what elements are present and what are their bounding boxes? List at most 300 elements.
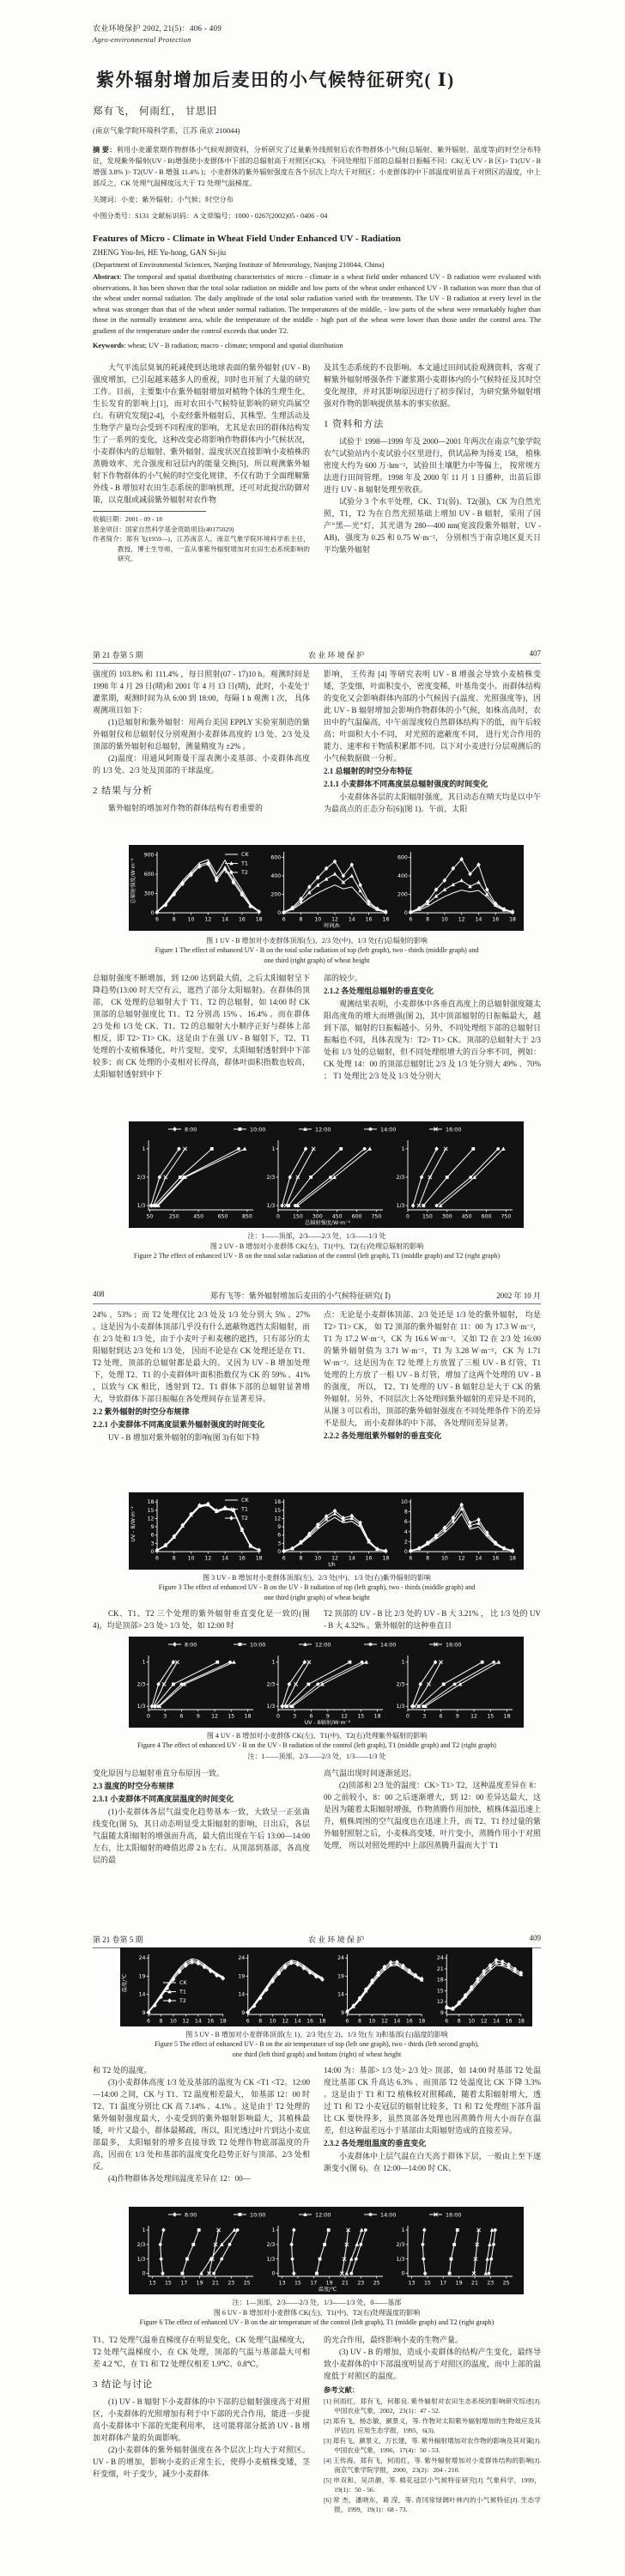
paragraph: 和 T2 处的温度。 [93, 2066, 152, 2075]
svg-text:25: 25 [373, 2280, 380, 2287]
svg-text:1: 1 [271, 1145, 276, 1152]
svg-text:6: 6 [282, 916, 286, 923]
svg-text:2/3: 2/3 [266, 1681, 276, 1688]
svg-text:8: 8 [159, 2018, 163, 2025]
svg-text:600: 600 [351, 1213, 362, 1220]
figure-2-caption-cn: 图 2 UV - B 增加对小麦群体 CK(左)、T1(中)、T2(右)处理总辐射的影响 [209, 1242, 424, 1250]
paragraph: 总辐射强度不断增加，到 12:00 达到最大值，之后太阳辐射呈下降趋势(13:00 时天空有云，遮挡了部分太阳辐射)。在群体的顶部， CK 处理的总辐射大于 T1、T2 的总辐射，如 14:00 时 CK 顶部的总辐射强度比 T1、T2 分别高 15% 、16.4% 。而在群体 2/3 处和 1/3 处 CK、T1、T2 的总辐射大小顺序正好与群体上部相反，即 T2> T1> CK。这是由于在强 UV - B 辐射下，T2、T1 处理的小麦植株矮化，叶片变短、变窄，太阳辐射透射到中下部较多；而 CK 处理的小麦相对长得高，群体叶面积指数也较高，太阳辐射透射到中下 [93, 974, 310, 1078]
page-header [93, 1934, 541, 1948]
svg-text:6: 6 [409, 916, 413, 923]
abstract-label: 摘 要： [93, 146, 117, 154]
svg-text:9: 9 [241, 2009, 246, 2016]
svg-text:18: 18 [255, 1555, 263, 1562]
svg-text:14: 14 [238, 1991, 246, 1998]
svg-text:10:00: 10:00 [250, 2211, 266, 2219]
svg-text:8: 8 [299, 916, 303, 923]
svg-text:14: 14 [221, 1555, 229, 1562]
svg-text:12: 12 [480, 2018, 488, 2025]
svg-text:3: 3 [150, 1540, 155, 1547]
svg-text:T2: T2 [241, 1515, 248, 1522]
svg-text:6: 6 [155, 1555, 159, 1562]
paragraph: (1)总辐射和紫外辐射：用两台美国 EPPLY 实验室制造的紫外辐射仪和总辐射仪分别观测小麦群体高度的 1/3 处、2/3 处及顶部的紫外辐射和总辐射，测量精度为 ±2% 。 [93, 718, 310, 750]
svg-text:18: 18 [274, 1499, 282, 1506]
svg-text:15: 15 [274, 1507, 282, 1514]
references-heading: 参考文献： [324, 2386, 359, 2394]
svg-text:300: 300 [143, 890, 155, 897]
svg-text:14:00: 14:00 [380, 1641, 397, 1649]
svg-text:0: 0 [150, 910, 155, 916]
svg-text:10: 10 [400, 1498, 408, 1505]
svg-text:18: 18 [509, 916, 516, 923]
paragraph: 试验分 3 个水平处理，CK、T1(弱)、T2(强)，CK 为自然光照，T1，T2 为在自然光照基础上增加 UV - B 辐射，采用了国产“黑—光”灯，其光谱为 280—400 nm(宽波段紫外辐射，UV - AB)，强度为 0.25 和 0.75 W·m⁻²， 分别相当于南京地区夏天日平均紫外辐射 [324, 497, 541, 555]
svg-text:6: 6 [277, 1532, 282, 1539]
svg-text:10: 10 [440, 916, 448, 923]
page-3 [0, 1286, 625, 1925]
english-authors: ZHENG You-fei, HE Yu-hong, GAN Si-jiu [93, 248, 227, 257]
svg-text:14: 14 [393, 2018, 401, 2025]
svg-text:1: 1 [142, 1659, 146, 1666]
svg-text:9: 9 [440, 2009, 444, 2016]
svg-text:1: 1 [271, 1659, 276, 1666]
figure-2-caption-en: Figure 2 The effect of enhanced UV - B on the total solar radiation of the control (left graph), T1 (middle graph) and T2 (right graph) [133, 1252, 501, 1260]
abstract-cn [93, 144, 541, 189]
page1-right-column [324, 361, 541, 564]
svg-text:15: 15 [294, 2280, 301, 2287]
svg-text:6: 6 [445, 2018, 449, 2025]
figure-1-caption-cn: 图 1 UV - B 增加对小麦群体顶部(左)、2/3 处(中)、1/3 处(右)总辐射的影响 [206, 937, 428, 945]
svg-text:1/3: 1/3 [396, 2256, 405, 2263]
keywords-line: 关键词：小麦；紫外辐射；小气候；时空分布 [93, 196, 234, 204]
svg-text:1/3: 1/3 [396, 1203, 405, 1210]
reference-item: [5] 申双和，吴洪颜，等. 棉花冠层小气候特征研究[J]. 气象科学，1999，19(1)：50 - 56. [324, 2476, 541, 2494]
figure-3-caption-en2: one third (right graph) of wheat height [264, 1594, 370, 1601]
figure-4-note: 注：1——顶部，2/3——2/3 处，1/3——1/3 处 [247, 1753, 386, 1760]
reference-item: [2] 郑有飞，杨志敏，颜景义，等. 作物对太阳紫外辐射增加的生物效应及其评估[J]. 应用生态学报，1995，6(3). [324, 2417, 541, 2434]
svg-text:2/3: 2/3 [396, 2241, 405, 2248]
svg-text:6: 6 [439, 1713, 443, 1720]
svg-text:21: 21 [212, 2280, 219, 2287]
svg-text:21: 21 [342, 2280, 349, 2287]
svg-text:14: 14 [493, 2018, 501, 2025]
header-volume: 第 21 卷第 5 期 [93, 1935, 143, 1944]
english-affiliation: (Department of Environmental Sciences, Nanjing Institute of Meteorology, Nanjing 210044, China) [93, 260, 385, 269]
svg-text:750: 750 [501, 1213, 512, 1220]
page2-columns-top [93, 668, 541, 845]
paragraph: 及其生态系统的不良影响。本文通过田间试验观测资料，客观了解紫外辐射增强条件下灌浆期小麦群体内的小气候特征及其时空变化规律，并对其影响原因进行了初步探讨，为研究紫外辐射增强对作物的影响提供基本的事实依据。 [324, 363, 541, 409]
subsection-2-2-1-heading: 2.2.1 小麦群体不同高度层紫外辐射强度的时间变化 [93, 1420, 265, 1429]
subsection-2-3-2-heading: 2.3.2 各处理组温度的垂直变化 [324, 2139, 427, 2148]
figure-6-caption-cn: 图 6 UV - B 增加对小麦群体 CK(左)、T1(中)、T2(右)处理温度的影响 [213, 2309, 421, 2317]
svg-text:UV - B辐射/W·m⁻²: UV - B辐射/W·m⁻² [304, 1720, 351, 1726]
subsection-2-3-heading: 2.3 温度的时空分布规律 [93, 1782, 174, 1790]
svg-text:0: 0 [147, 1713, 150, 1720]
svg-text:总辐射强度/W·m⁻²: 总辐射强度/W·m⁻² [130, 858, 137, 904]
paragraph: (2)温度：用通风阿斯曼干湿表测小麦基部、小麦群体高度的 1/3 处、2/3 处及顶部的干球温度。 [93, 754, 310, 775]
paragraph: 试验于 1998—1999 年及 2000—2001 年两次在南京气象学院农气试验站内小麦试验小区里进行，供试品种为扬麦 158， 植株密度大约为 600 万·hm⁻²，试验田土壤肥力中等偏上， 按常规方法进行田间管理。1998 年及 2000 年 11 月 1 日播种，出苗后即进行 UV - B 辐射处理至收获。 [324, 437, 541, 495]
svg-text:6: 6 [309, 1713, 313, 1720]
svg-text:6: 6 [150, 1532, 155, 1539]
svg-text:8: 8 [172, 916, 176, 923]
svg-text:10: 10 [269, 2018, 276, 2025]
svg-text:15: 15 [164, 2280, 172, 2287]
svg-text:15: 15 [423, 2280, 431, 2287]
footnote-received-date: 收稿日期：2001 - 09 - 18 [93, 515, 162, 524]
svg-text:13: 13 [149, 2280, 156, 2287]
svg-text:6: 6 [345, 2018, 349, 2025]
svg-text:25: 25 [502, 2280, 510, 2287]
abstract-en-text: : The temporal and spatial distributing characteristics of micro - climate in a wheat field under enhanced UV - B radiation were evaluated with observations. It has been shown that the total solar radiation on middle and low parts of the wheat under enhanced UV - B radiation was more than that of the wheat under normal radiation. The daily amplitude of the total solar radiation varied with the treatments. The UV - B radiation at every level in the wheat was stronger than that of the wheat under normal radiation. The temperatures of the middle, - low parts of the wheat were remarkably higher than those in the normally treatment area, while the temperature of the middle - high part of the wheat were lower than those under the control area. The gradient of the temperature under the control exceeds that under T2. [93, 273, 541, 335]
svg-text:9: 9 [325, 1713, 330, 1720]
svg-text:0: 0 [271, 2270, 276, 2277]
svg-text:16: 16 [207, 2018, 215, 2025]
svg-text:15: 15 [357, 1713, 365, 1720]
svg-text:T1: T1 [241, 860, 248, 867]
svg-text:18: 18 [373, 1713, 381, 1720]
figure-4-caption-cn: 图 4 UV - B 增加对小麦群体 CK(左)、T1(中)、T2(右)处理紫外辐射的影响 [206, 1732, 428, 1740]
svg-text:19: 19 [455, 2280, 463, 2287]
journal-line-en: Agro-environmental Protection [93, 35, 191, 44]
svg-text:17: 17 [310, 2280, 318, 2287]
svg-text:24: 24 [436, 1955, 444, 1962]
svg-text:24: 24 [238, 1955, 246, 1962]
svg-text:12: 12 [331, 1555, 338, 1562]
svg-text:16:00: 16:00 [446, 2211, 462, 2219]
svg-text:9: 9 [455, 1713, 459, 1720]
svg-text:400: 400 [270, 872, 282, 879]
svg-text:2/3: 2/3 [137, 2241, 146, 2248]
conclusion-paragraph: (3) UV - B 的增加，造成小麦群体的结构产生变化，最终导致小麦群体的中下部温度明显高于对照区的温度，而中上部的温度低于对照区的温度。 [324, 2348, 541, 2380]
header-date: 2002 年 10 月 [496, 1291, 541, 1300]
svg-text:10: 10 [440, 1555, 448, 1562]
svg-text:1/3: 1/3 [396, 1704, 405, 1710]
svg-text:1/3: 1/3 [266, 2256, 276, 2263]
svg-text:6: 6 [179, 1713, 184, 1720]
svg-text:8: 8 [172, 1555, 176, 1562]
svg-text:T2: T2 [179, 1997, 186, 2005]
svg-text:18: 18 [219, 2018, 227, 2025]
svg-text:13: 13 [278, 2280, 286, 2287]
keywords-en-label: Keywords [93, 341, 124, 349]
svg-text:12: 12 [380, 2018, 388, 2025]
svg-text:9: 9 [150, 1524, 155, 1531]
svg-text:12: 12 [211, 1713, 218, 1720]
svg-text:10: 10 [169, 2018, 177, 2025]
svg-text:12: 12 [204, 916, 212, 923]
svg-text:9: 9 [142, 2009, 146, 2016]
svg-text:1/3: 1/3 [266, 1203, 276, 1210]
journal-line-cn: 农业环境保护 2002, 21(5)：406 - 409 [93, 24, 222, 33]
svg-text:0: 0 [276, 1713, 280, 1720]
svg-text:18: 18 [518, 2018, 525, 2025]
svg-text:3: 3 [422, 1713, 427, 1720]
svg-text:14: 14 [475, 1555, 482, 1562]
header-page-number: 408 [93, 1290, 105, 1298]
svg-text:14: 14 [337, 1991, 344, 1998]
figure-1-caption-en: Figure 1 The effect of enhanced UV - B on the total solar radiation of top (left graph), two - thirds (middle graph) and [155, 946, 479, 954]
svg-text:3: 3 [277, 1540, 282, 1547]
svg-text:200: 200 [397, 891, 408, 898]
figure-5-caption-en: Figure 5 The effect of enhanced UV - B on the air temperature of top (left one graph), two - thirds (left second graph), [155, 2040, 479, 2048]
svg-text:10: 10 [314, 916, 322, 923]
paragraph: T1、T2 处理气温垂直梯度存在明显变化，CK 处理气温梯度大，T2 处理气温梯度小，在 CK 处理，顶部的气温与基部最大可相差 4.2 ℃，在 T1 和 T2 处理仅相差 1.9℃、0.8℃。 [93, 2336, 310, 2368]
svg-text:200: 200 [270, 891, 282, 898]
svg-text:2: 2 [404, 1539, 408, 1546]
header-journal: 农 业 环 境 保 护 [307, 651, 365, 659]
svg-text:12: 12 [182, 2018, 190, 2025]
svg-text:1: 1 [142, 2227, 146, 2234]
svg-text:8:00: 8:00 [185, 2211, 197, 2219]
svg-text:1: 1 [401, 1659, 405, 1666]
svg-text:0: 0 [406, 1213, 410, 1220]
authors: 郑有飞， 何雨红， 甘思旧 [93, 106, 218, 117]
page-header [93, 1290, 541, 1304]
svg-text:18: 18 [147, 1499, 155, 1506]
svg-text:8: 8 [457, 2018, 461, 2025]
svg-text:24: 24 [138, 1955, 146, 1962]
subsection-2-2-heading: 2.2 紫外辐射的时空分布规律 [93, 1407, 190, 1416]
paper-title: 紫外辐射增加后麦田的小气候特征研究( Ⅰ) [96, 70, 455, 90]
svg-text:4: 4 [404, 1528, 408, 1535]
figure-6-caption-en: Figure 6 The effect of enhanced UV - B on the air temperature of the control (left graph), T1 (middle graph) and T2 (right graph) [139, 2318, 495, 2326]
section-3-heading: 3 结论与讨论 [93, 2379, 154, 2390]
svg-text:16: 16 [492, 916, 500, 923]
svg-text:150: 150 [422, 1213, 433, 1220]
svg-text:2/3: 2/3 [266, 1174, 276, 1181]
svg-text:600: 600 [481, 1213, 492, 1220]
svg-text:600: 600 [143, 872, 155, 878]
section-1-heading: 1 资料和方法 [324, 419, 385, 430]
svg-text:16: 16 [306, 2018, 313, 2025]
svg-text:时间/h: 时间/h [324, 923, 340, 929]
svg-text:2/3: 2/3 [266, 2241, 276, 2248]
reference-item: [3] 郑有飞，颜景义，万长建，等. 紫外辐射增加对农作物的影响及其对策[J]. 中国农业气象，1996，17(4)：50 - 53. [324, 2437, 541, 2454]
header-volume: 第 21 卷第 5 期 [93, 651, 143, 659]
svg-text:16: 16 [365, 1555, 373, 1562]
svg-text:18: 18 [382, 916, 390, 923]
svg-text:25: 25 [243, 2280, 251, 2287]
svg-text:17: 17 [440, 2280, 447, 2287]
svg-text:温度/℃: 温度/℃ [318, 2287, 337, 2293]
svg-text:9: 9 [277, 1524, 282, 1531]
svg-text:0: 0 [142, 2270, 146, 2277]
svg-text:12:00: 12:00 [315, 2211, 331, 2219]
figure-4-caption-en: Figure 4 The effect of enhanced UV - B on the UV - B radiation of the control (left graph), T1 (middle graph) and T2 (right graph) [137, 1741, 496, 1749]
svg-text:12: 12 [470, 1713, 477, 1720]
svg-text:16: 16 [238, 1555, 246, 1562]
svg-text:CK: CK [241, 1497, 249, 1504]
svg-text:3: 3 [293, 1713, 297, 1720]
svg-text:16: 16 [492, 1555, 500, 1562]
svg-text:18: 18 [319, 2018, 326, 2025]
svg-text:UV - B/W·m⁻²: UV - B/W·m⁻² [130, 1506, 137, 1542]
footnote-funding: 基金项目：国家自然科学基金资助项目(40175029) [93, 525, 234, 533]
svg-text:16: 16 [238, 916, 246, 923]
paragraph: UV - B 增加对紫外辐射的影响(图 3)有如下特 [108, 1433, 260, 1442]
svg-text:6: 6 [409, 1555, 413, 1562]
svg-text:10:00: 10:00 [250, 1641, 266, 1649]
svg-text:15: 15 [147, 1507, 155, 1514]
svg-text:温度/℃: 温度/℃ [122, 1973, 128, 1993]
svg-text:23: 23 [228, 2280, 235, 2287]
svg-text:6: 6 [282, 1555, 286, 1562]
svg-text:14:00: 14:00 [380, 1126, 397, 1133]
svg-text:400: 400 [397, 872, 408, 879]
svg-text:2/3: 2/3 [137, 1174, 146, 1181]
footnote-rule [93, 511, 206, 512]
svg-text:16: 16 [505, 2018, 513, 2025]
svg-text:1: 1 [401, 1145, 405, 1152]
svg-text:18: 18 [382, 1555, 390, 1562]
svg-text:CK: CK [179, 1979, 187, 1987]
svg-text:14: 14 [221, 916, 229, 923]
svg-text:0: 0 [277, 1549, 282, 1555]
header-page-number: 409 [529, 1934, 541, 1942]
subsection-2-2-2-heading: 2.2.2 各处理组紫外辐射的垂直变化 [324, 1431, 442, 1440]
svg-text:1/3: 1/3 [266, 1704, 276, 1710]
page3-columns-middle [93, 1607, 541, 1635]
svg-text:14: 14 [294, 2018, 301, 2025]
svg-text:9: 9 [196, 1713, 200, 1720]
svg-text:0: 0 [276, 1213, 280, 1220]
figure-6-note: 注：1—顶部，2/3——2/3 处，1/3——1/3 处，0——基部 [232, 2299, 402, 2306]
svg-text:0: 0 [406, 1713, 410, 1720]
svg-text:T1: T1 [241, 1505, 248, 1513]
paragraph: CK、T1、T2 三个处理的紫外辐射垂直变化是一致的(图 4)，均是顶部> 2/3 处> 1/3 处，如 12:00 时 [93, 1609, 310, 1630]
paragraph: 部的较少。 [324, 974, 363, 982]
svg-text:24: 24 [337, 1955, 344, 1962]
figure-1-caption-en2: one third (right graph) of wheat height [264, 957, 370, 964]
svg-text:总辐射强度/W·m⁻²: 总辐射强度/W·m⁻² [305, 1220, 350, 1226]
page2-columns-bottom [93, 972, 541, 1120]
svg-text:19: 19 [238, 1973, 246, 1980]
figure-3-caption-en: Figure 3 The effect of enhanced UV - B on the UV - B radiation of top (left graph), two - thirds (middle graph) and [158, 1583, 476, 1591]
svg-text:14: 14 [194, 2018, 202, 2025]
svg-text:16: 16 [405, 2018, 413, 2025]
svg-text:1/3: 1/3 [137, 1704, 146, 1710]
paragraph: 变化原因与总辐射垂直分布原因一致。 [93, 1769, 225, 1777]
svg-text:12: 12 [436, 1999, 444, 2006]
svg-text:12: 12 [458, 1555, 465, 1562]
paragraph: T2 顶部的 UV - B 比 2/3 处的 UV - B 大 3.21% ， 比 1/3 处的 UV - B 大 4.32% 。紫外辐射的这种垂直日 [324, 1609, 541, 1630]
svg-text:1: 1 [271, 2227, 276, 2234]
svg-text:10: 10 [368, 2018, 376, 2025]
conclusion-paragraph: (1) UV - B 辐射下小麦群体的中下部的总辐射强度高于对照区，小麦群体的光照增加有利于中下部的光合作用，能进一步提高小麦群体中下部的光能利用率， 这可能将部分抵消 UV - B 增加对群体产量的负面影响。 [93, 2397, 310, 2442]
subsection-2-3-1-heading: 2.3.1 小麦群体不同高度层温度的时间变化 [93, 1795, 234, 1803]
paragraph: 观测结果表明，小麦群体中各垂直高度上的总辐射强度随太阳高度角的增大而增强(图 2)，其中顶部辐射的日振幅最大，越到下部，辐射的日振幅越小。另外，不同处理组下部的总辐射日振幅也不同，具体表现为：T2> T1> CK。顶部的总辐射大于 2/3 处和 1/3 处的总辐射，但不同处理组增大的百分率不同，例如：CK 处理 14：00 的顶部总辐射比 2/3 及 1/3 处分别大 49% 、70% ； T1 处理比 2/3 处及 1/3 处分别大 [324, 999, 541, 1080]
svg-text:T2: T2 [241, 869, 248, 877]
figure-4-chart [129, 1637, 524, 1728]
svg-text:18: 18 [436, 1977, 444, 1984]
paragraph: 紫外辐射的增加对作物的群体结构有着重要的 [108, 804, 264, 812]
svg-text:19: 19 [337, 1973, 344, 1980]
svg-text:14: 14 [475, 916, 482, 923]
figure-5-chart [120, 1947, 532, 2026]
svg-text:15: 15 [487, 1713, 495, 1720]
svg-text:19: 19 [325, 2280, 333, 2287]
english-title: Features of Micro - Climate in Wheat Field Under Enhanced UV - Radiation [93, 234, 401, 244]
svg-text:14: 14 [348, 1555, 355, 1562]
svg-text:CK: CK [241, 851, 249, 859]
paragraph: 高气温出现时间逐渐延迟。 [324, 1769, 417, 1777]
svg-text:1: 1 [142, 1145, 146, 1152]
svg-text:18: 18 [503, 1713, 511, 1720]
reference-item: [6] 常 杰，潘晓东，葛 滢，等. 青冈常绿阔叶林内的小气候特征[J]. 生态学报，1999，19(1)：68 - 73. [324, 2496, 541, 2513]
svg-text:300: 300 [312, 1213, 323, 1220]
svg-text:900: 900 [143, 852, 155, 859]
svg-text:8:00: 8:00 [185, 1126, 197, 1133]
svg-text:19: 19 [196, 2280, 203, 2287]
subsection-2-1-1-heading: 2.1.1 小麦群体不同高度层总辐射强度的时间变化 [324, 780, 488, 788]
page3-columns-top [93, 1309, 541, 1491]
svg-text:14: 14 [348, 916, 355, 923]
svg-text:6: 6 [155, 916, 159, 923]
svg-text:0: 0 [401, 2270, 405, 2277]
svg-text:300: 300 [441, 1213, 452, 1220]
svg-text:50: 50 [146, 1213, 154, 1220]
paragraph: (1)小麦群体各层气温变化趋势基本一致，大致呈一正弦曲线变化(图 5)，其日动态明显受太阳辐射的影响，日出后，各层气温随太阳辐射的增强而升高，最大值出现在午后 13:00—14:00 左右，比太阳辐射的峰值迟滞 2 h 左右。从顶部到基部，各高度层的最 [93, 1807, 310, 1864]
svg-text:1/3: 1/3 [137, 2256, 146, 2263]
svg-text:18: 18 [418, 2018, 426, 2025]
paragraph: (3)小麦群体高度 1/3 处及基部的温度为 CK <T1 <T2。12:00—14:00 之间，CK 与 T1、T2 温度相差最大， 如基部 12：00 时 T2、T1 温度分别比 CK 高 7.14% 、4.1% 。这是由于 T2 处理的紫外辐射强度最大，小麦受到的紫外辐射影响最大，其植株最矮，叶片又最小，群体最稀疏，所以，阳光透过叶片到达小麦底部最多， 太阳辐射的增多直接导致 T2 处理作物底部温度的升高，因而在 1/3 处和基部的温度变化趋势正好与顶部、2/3 处相反。 [93, 2078, 310, 2171]
affiliation: (南京气象学院环境科学系，江苏 南京 210044) [93, 126, 240, 135]
svg-text:17: 17 [180, 2280, 188, 2287]
section-2-heading: 2 结果与分析 [93, 786, 154, 796]
svg-text:2/3: 2/3 [137, 1681, 146, 1688]
figure-1-chart [129, 845, 524, 931]
svg-text:12: 12 [282, 2018, 289, 2025]
page-4 [0, 1930, 625, 2574]
svg-text:10:00: 10:00 [250, 1126, 266, 1133]
svg-text:3: 3 [163, 1713, 167, 1720]
svg-text:23: 23 [487, 2280, 495, 2287]
figure-2-chart [129, 1121, 524, 1228]
intro-paragraph: 大气平流层臭氧的耗减使到达地球表面的紫外辐射 (UV - B) 强度增加，已引起越来越多人的重视，同时也开展了大量的研究工作。目前，主要集中在紫外辐射增加对植物个体的生理生化、生长发育的影响上[1]，而对农田小气候特征影响的研究尚属空白。有研究发现[2-4]，小麦经紫外辐射后，其株型、生理活动及生物学产量均会受到不同程度的影响，尤其是农田的群体结构发生了一系列的变化，这种改变必将影响作物群体内小气候状况，小麦群体内的总辐射、紫外辐射、温度状况直接影响小麦植株的蒸腾效率、光合强度和冠层内的能量交换[5]，所以观测紫外辐射下作物群体的小气候的时空变化规律，不仅有助于全面理解紫外线 - B 增加对农田生态系统的影响机理，还可对此提出防御对策，以克服或减弱紫外辐射对农作物 [93, 363, 310, 505]
svg-text:8: 8 [299, 1555, 303, 1562]
page3-columns-bottom [93, 1767, 541, 1922]
keywords-en-text: : wheat; UV - B radiation; macro - climate; temporal and spatial distribution [124, 341, 343, 349]
svg-text:600: 600 [397, 854, 408, 861]
svg-text:12: 12 [458, 916, 465, 923]
svg-text:1: 1 [401, 2227, 405, 2234]
svg-text:8: 8 [426, 1555, 430, 1562]
page-header [93, 649, 541, 664]
svg-text:12:00: 12:00 [315, 1641, 331, 1649]
subsection-2-1-heading: 2.1 总辐射的时空分布特征 [324, 767, 413, 775]
figure-3-caption-cn: 图 3 UV - B 增加对小麦群体顶部(左)、2/3 处(中)、1/3 处(右)紫外辐射的影响 [203, 1574, 431, 1582]
svg-text:750: 750 [371, 1213, 382, 1220]
svg-text:21: 21 [436, 1965, 444, 1972]
subsection-2-1-2-heading: 2.1.2 各处理组总辐射的垂直变化 [324, 987, 434, 995]
svg-text:19: 19 [138, 1973, 146, 1980]
figure-3-chart [129, 1492, 524, 1570]
svg-text:12: 12 [331, 916, 338, 923]
svg-text:16: 16 [365, 916, 373, 923]
svg-text:450: 450 [461, 1213, 472, 1220]
page-2 [0, 646, 625, 1279]
svg-text:10: 10 [187, 1555, 195, 1562]
abstract-en [93, 272, 541, 337]
paragraph: 14:00 为：基部> 1/3 处> 2/3 处> 顶部，如 14:00 时基部 T2 处温度比基部 CK 升高达 6.3% 、而顶部 T2 处温度比 CK 下降 3.3% 。这是由于 T1 和 T2 植株较对照稀疏，随着太阳辐射增大，透过 T1 和 T2 小麦冠层的辐射比较多，T1 和 T2 处理组下部升温比 CK 要快得多，虽然顶部各处理也因蒸腾作用大小而存在温差，但这种温差远小于基部由太阳辐射造成的直接差异。 [324, 2066, 541, 2135]
paragraph: 强度的 103.8% 和 111.4% ，每日照射(07 - 17)10 h。观测时间是 1998 年 4 月 29 日(晴)和 2001 年 4 月 13 日(晴)，此时，小麦处于灌浆期，观测时间为从 6:00 到 18:00，每隔 1 h 观测 1 次， 具体观测项目如下： [93, 670, 310, 714]
figure-5-caption-en2: one third (left third graph) and bottom (right) of wheat height [232, 2050, 402, 2058]
svg-text:6: 6 [246, 2018, 250, 2025]
svg-text:12: 12 [204, 1555, 212, 1562]
footnote-author-bio: 作者简介：郑有飞(1959—)，江苏南京人，南京气象学院环境科学系主任，教授，博士生导师，一直从事紫外辐射增加对农田生态系统影响的研究。 [93, 535, 310, 563]
svg-text:12: 12 [147, 1516, 155, 1522]
paragraph: 影响， 王传海 [4] 等研究表明 UV - B 增强会导致小麦植株变矮，茎变细，叶面积变小，密度变稀，叶基角变小。而群体结构的变化又会影响群体内部的小气候因子(温度、光照强度等)，因此 UV - B 辐射增加会影响作物群体的小气候，如株高高时，农田中的气温偏高，中午前湿度较自然群体结构下的低，而午后较高；叶面积大小不同， 对光照的遮蔽度不同， 进行光合作用的能力、速率和干物质积累都不同。以下对小麦进行分层观测后的小气候数据做一分析。 [324, 670, 541, 762]
svg-text:0: 0 [404, 910, 408, 916]
reference-item: [1] 何雨红，郑有飞，何都良. 紫外辐射对农田生态系统的影响研究综述[J]. 中国农业气象，2002，23(1)：47 - 52. [324, 2397, 541, 2415]
